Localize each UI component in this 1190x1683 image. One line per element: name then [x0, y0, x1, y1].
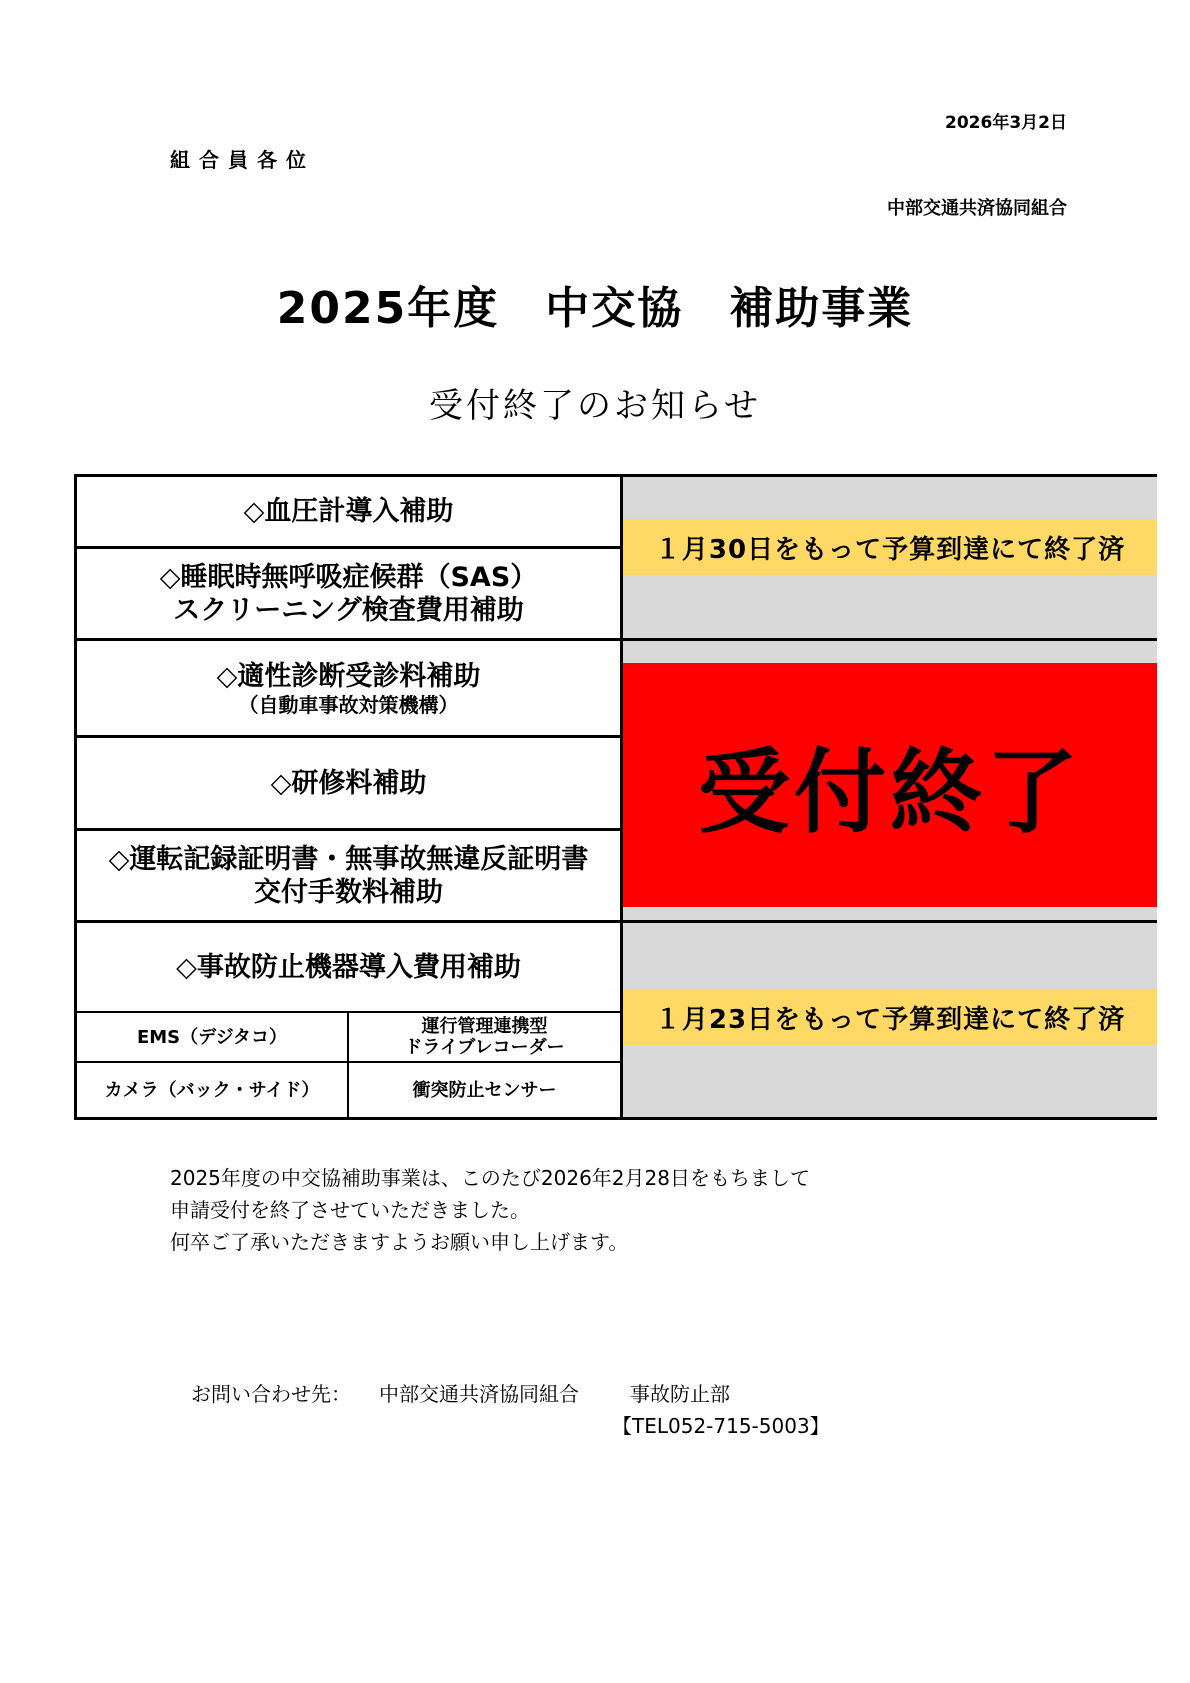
subsidy-item-blood-pressure — [77, 477, 620, 546]
contact-organization: 中部交通共済協同組合 — [379, 1382, 579, 1406]
subsidy-table — [74, 474, 1157, 1120]
notice-line: 申請受付を終了させていただきました。 — [170, 1198, 530, 1222]
device-collision-sensor — [349, 1063, 620, 1117]
device-label: カメラ（バック・サイド） — [104, 1079, 320, 1101]
status-column — [620, 477, 1157, 1117]
device-grid-column-divider — [347, 1013, 349, 1117]
subsidy-item-accident-prevention-device — [77, 923, 620, 1011]
subsidy-item-certificate-fee — [77, 831, 620, 920]
contact-phone: 【TEL052-715-5003】 — [612, 1414, 830, 1438]
subsidy-item-label: ◇適性診断受診料補助 — [216, 660, 481, 692]
page-title: 2025年度 中交協 補助事業 — [276, 283, 914, 334]
subsidy-items-column — [77, 477, 620, 1117]
subsidy-item-sas-screening — [77, 549, 620, 638]
subsidy-item-training-fee — [77, 738, 620, 828]
subsidy-item-label: ◇睡眠時無呼吸症候群（SAS） — [159, 561, 538, 593]
subsidy-item-label-2: スクリーニング検査費用補助 — [173, 594, 524, 626]
closed-stamp: 受付終了 — [623, 663, 1157, 907]
subsidy-item-aptitude-diagnosis — [77, 641, 620, 735]
sender-organization: 中部交通共済協同組合 — [887, 198, 1067, 219]
status-group-3-notice: １月23日をもって予算到達にて終了済 — [623, 989, 1157, 1045]
subsidy-item-label: ◇事故防止機器導入費用補助 — [176, 951, 521, 983]
document-date: 2026年3月2日 — [945, 113, 1067, 133]
device-label: 運行管理連携型 — [421, 1016, 548, 1037]
notice-line: 何卒ご了承いただきますようお願い申し上げます。 — [170, 1230, 629, 1254]
device-label-2: ドライブレコーダー — [404, 1037, 565, 1058]
subsidy-item-label: ◇研修料補助 — [270, 767, 427, 799]
contact-department: 事故防止部 — [630, 1382, 730, 1406]
recipient: 組合員各位 — [170, 148, 315, 172]
subsidy-item-label-2: 交付手数料補助 — [254, 876, 443, 908]
subsidy-item-label: ◇運転記録証明書・無事故無違反証明書 — [108, 843, 589, 875]
device-label: 衝突防止センサー — [412, 1079, 557, 1101]
contact-label: お問い合わせ先： — [191, 1382, 351, 1406]
subsidy-item-label: ◇血圧計導入補助 — [243, 496, 454, 527]
status-group-1-notice: １月30日をもって予算到達にて終了済 — [623, 519, 1157, 575]
device-drive-recorder — [349, 1013, 620, 1061]
notice-body — [170, 1162, 810, 1258]
device-ems — [77, 1013, 347, 1061]
notice-line: 2025年度の中交協補助事業は、このたび2026年2月28日をもちまして — [170, 1166, 810, 1190]
device-camera — [77, 1063, 347, 1117]
page-subtitle: 受付終了のお知らせ — [429, 386, 761, 426]
device-label: EMS（デジタコ） — [136, 1026, 288, 1048]
subsidy-item-note: （自動車事故対策機構） — [238, 692, 459, 717]
